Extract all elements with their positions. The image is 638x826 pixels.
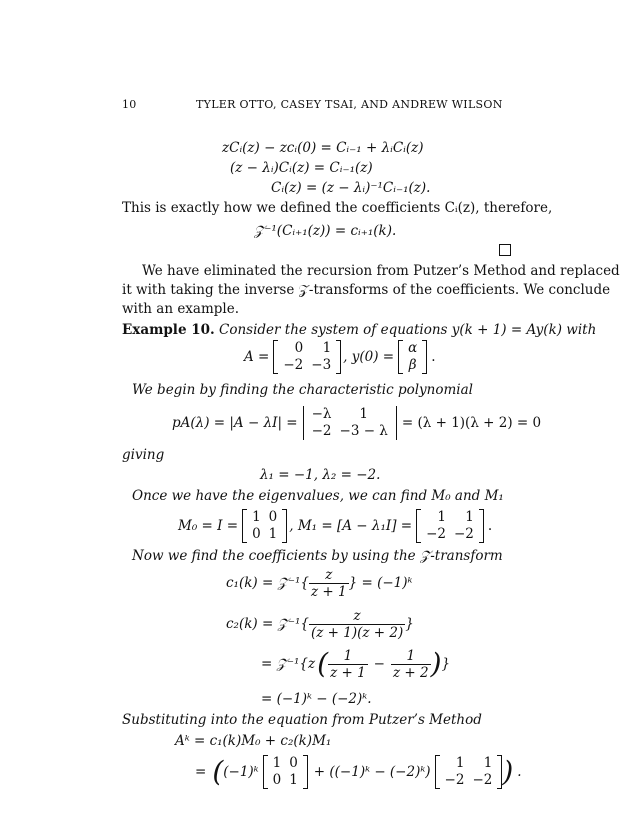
ak-expansion [195, 752, 522, 792]
c1-numerator: z [309, 567, 349, 584]
pf-close: } [441, 656, 451, 672]
vector-y0-cell: α [408, 340, 418, 356]
matrix-a [273, 340, 341, 374]
vector-y0-cell: β [408, 357, 417, 373]
pf-fraction-1 [328, 648, 368, 681]
ak-equation: Aᵏ = c₁(k)M₀ + c₂(k)M₁ [175, 733, 332, 749]
matrix-a-cell: −2 [283, 357, 304, 373]
equation-1: zCᵢ(z) − zcᵢ(0) = Cᵢ₋₁ + λᵢCᵢ(z) [222, 140, 424, 156]
text-coefficients: Now we find the coefficients by using the 𝒵-transform [132, 548, 503, 564]
paragraph-line-3: with an example. [122, 301, 240, 317]
ak-period: . [517, 764, 522, 780]
matrix-identity-cell: 0 [252, 526, 261, 542]
determinant-cell: −λ [311, 406, 332, 422]
c1-rhs: } = (−1)ᵏ [348, 575, 413, 591]
c1-equation [226, 565, 412, 601]
pf-denominator-2: z + 2 [392, 664, 429, 681]
matrix-a-equation [244, 338, 436, 376]
matrix-m0-cell: 0 [289, 755, 298, 771]
m1-lhs: , M₁ = [A − λ₁I] = [289, 518, 413, 534]
ak-equals: = [195, 764, 207, 780]
big-right-paren: ) [502, 755, 514, 788]
pf-minus: − [373, 656, 385, 672]
c2-equation [226, 606, 414, 642]
matrix-identity [242, 509, 287, 543]
left-paren: ( [317, 647, 329, 680]
pf-fraction-2 [391, 648, 431, 681]
pf-lhs: = 𝒵⁻¹{z [261, 656, 316, 672]
charpoly-lhs: pA(λ) = |A − λI| = [172, 415, 298, 431]
charpoly-equation [172, 404, 541, 442]
example-intro: Consider the system of equations y(k + 1) = Ay(k) with [219, 322, 597, 338]
matrix-m1-final [435, 755, 503, 789]
c1-denominator: z + 1 [310, 583, 347, 600]
c2-lhs: c₂(k) = 𝒵⁻¹{ [226, 616, 309, 632]
matrix-m1-final-cell: −2 [444, 772, 465, 788]
matrix-m0-cell: 1 [289, 772, 298, 788]
c2-fraction [309, 608, 405, 641]
matrix-m1-final-cell: 1 [455, 755, 465, 771]
c1-lhs: c₁(k) = 𝒵⁻¹{ [226, 575, 309, 591]
matrix-a-period: . [431, 349, 436, 365]
text-m-matrices: Once we have the eigenvalues, we can find M₀ and M₁ [132, 488, 504, 504]
matrix-a-cell: −3 [311, 357, 332, 373]
c2-close: } [405, 616, 414, 632]
matrix-m0-cell: 0 [272, 772, 282, 788]
text-substituting: Substituting into the equation from Putzer’s Method [122, 712, 482, 728]
c1-fraction [309, 567, 349, 600]
equation-3: Cᵢ(z) = (z − λᵢ)⁻¹Cᵢ₋₁(z). [271, 180, 431, 196]
big-left-paren: ( [212, 755, 224, 788]
m-period: . [487, 518, 493, 534]
vector-y0 [398, 340, 427, 374]
matrix-m1 [416, 509, 484, 543]
determinant-cell: −3 − λ [339, 423, 388, 439]
eigenvalues: λ₁ = −1, λ₂ = −2. [260, 467, 381, 483]
qed-square-icon [499, 244, 511, 256]
matrix-a-cell: 0 [294, 340, 304, 356]
determinant-cell: 1 [359, 406, 368, 422]
matrix-identity-cell: 1 [252, 509, 261, 525]
matrix-m0-cell: 1 [272, 755, 282, 771]
m0-lhs: M₀ = I = [178, 518, 239, 534]
running-header: TYLER OTTO, CASEY TSAI, AND ANDREW WILSON [196, 98, 503, 111]
ak-coefficient-1: (−1)ᵏ [223, 764, 259, 780]
example-heading [122, 322, 596, 338]
matrix-m1-cell: −2 [453, 526, 474, 542]
c2-numerator: z [309, 608, 405, 625]
a-lhs: A = [244, 349, 270, 365]
pf-denominator-1: z + 1 [330, 664, 366, 681]
text-charpoly: We begin by finding the characteristic polynomial [132, 382, 473, 398]
c2-denominator: (z + 1)(z + 2) [310, 624, 404, 641]
y0-lhs: , y(0) = [343, 349, 395, 365]
page-number: 10 [122, 98, 137, 111]
pf-numerator-2: 1 [391, 648, 431, 665]
text-giving: giving [122, 447, 165, 463]
matrix-m1-cell: −2 [426, 526, 446, 542]
c2-result: = (−1)ᵏ − (−2)ᵏ. [261, 691, 372, 707]
charpoly-rhs: = (λ + 1)(λ + 2) = 0 [401, 415, 542, 431]
determinant-cell: −2 [311, 423, 332, 439]
partial-fraction-equation [261, 644, 450, 684]
matrix-m1-cell: 1 [465, 509, 474, 525]
proof-text: This is exactly how we defined the coefficients Cᵢ(z), therefore, [122, 200, 553, 216]
matrix-m1-cell: 1 [437, 509, 446, 525]
right-paren: ) [430, 647, 442, 680]
paragraph-line-2: it with taking the inverse 𝒵-transforms of the coefficients. We conclude [122, 282, 611, 298]
pf-numerator-1: 1 [328, 648, 368, 665]
matrix-identity-cell: 1 [268, 526, 278, 542]
matrix-m0 [263, 755, 308, 789]
matrix-a-cell: 1 [322, 340, 332, 356]
matrix-m1-final-cell: 1 [483, 755, 493, 771]
paragraph-line-1: We have eliminated the recursion from Putzer’s Method and replaced [142, 263, 620, 279]
example-label: Example 10. [122, 322, 215, 338]
ak-coefficient-2: + ((−1)ᵏ − (−2)ᵏ) [313, 764, 431, 780]
equation-4: 𝒵⁻¹(Cᵢ₊₁(z)) = cᵢ₊₁(k). [254, 223, 397, 239]
matrix-m1-final-cell: −2 [472, 772, 493, 788]
m-matrices-equation [178, 507, 492, 545]
matrix-identity-cell: 0 [268, 509, 278, 525]
determinant [302, 406, 398, 440]
equation-2: (z − λᵢ)Cᵢ(z) = Cᵢ₋₁(z) [230, 160, 373, 176]
